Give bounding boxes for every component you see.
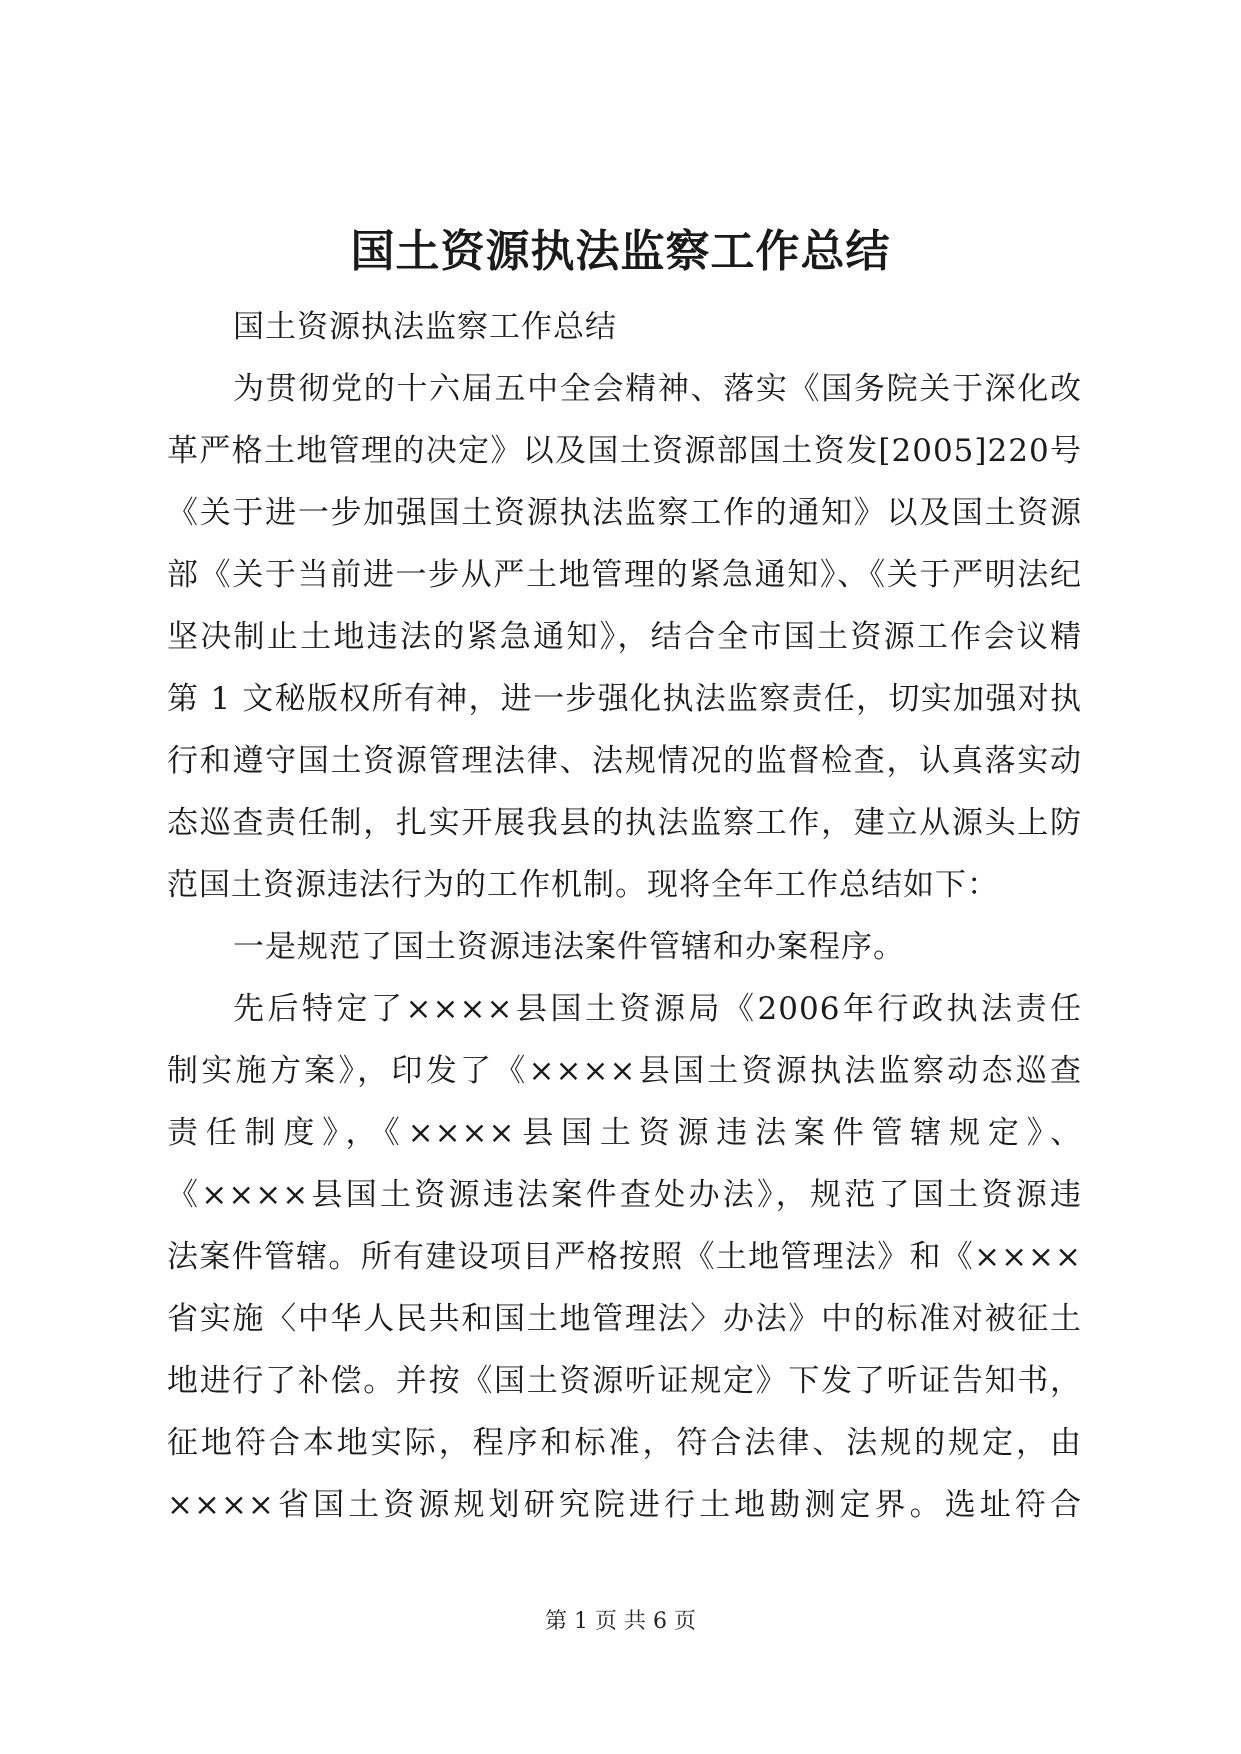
text-line: 制实施方案》，印发了《××××县国土资源执法监察动态巡查 (167, 1053, 1082, 1089)
text-line: 第 1 文秘版权所有神，进一步强化执法监察责任，切实加强对执 (167, 681, 1082, 717)
text-line: 先后特定了××××县国土资源局《2006年行政执法责任 (233, 991, 1082, 1027)
text-line: 国土资源执法监察工作总结 (233, 309, 617, 345)
document-title: 国土资源执法监察工作总结 (350, 226, 891, 277)
text-line: 一是规范了国土资源违法案件管辖和办案程序。 (233, 929, 905, 965)
document-body (167, 296, 1082, 1536)
text-line: 为贯彻党的十六届五中全会精神、落实《国务院关于深化改 (233, 371, 1082, 407)
text-line: 《××××县国土资源违法案件查处办法》，规范了国土资源违 (167, 1177, 1082, 1213)
page-number-footer: 第 1 页 共 6 页 (545, 1609, 696, 1634)
text-line: 法案件管辖。所有建设项目严格按照《土地管理法》和《×××× (167, 1239, 1082, 1275)
text-line: ××××省国土资源规划研究院进行土地勘测定界。选址符合 (167, 1487, 1082, 1523)
text-line: 征地符合本地实际，程序和标准，符合法律、法规的规定，由 (167, 1425, 1082, 1461)
text-line: 坚决制止土地违法的紧急通知》，结合全市国土资源工作会议精 (167, 619, 1082, 655)
text-line: 责任制度》，《××××县国土资源违法案件管辖规定》、 (167, 1115, 1082, 1151)
text-line: 《关于进一步加强国土资源执法监察工作的通知》以及国土资源 (167, 495, 1082, 531)
text-line: 范国土资源违法行为的工作机制。现将全年工作总结如下： (167, 867, 999, 903)
text-line: 行和遵守国土资源管理法律、法规情况的监督检查，认真落实动 (167, 743, 1082, 779)
text-line: 态巡查责任制，扎实开展我县的执法监察工作，建立从源头上防 (167, 805, 1082, 841)
text-line: 部《关于当前进一步从严土地管理的紧急通知》、《关于严明法纪 (167, 557, 1082, 593)
text-line: 革严格土地管理的决定》以及国土资源部国土资发[2005]220号 (167, 433, 1082, 469)
text-line: 地进行了补偿。并按《国土资源听证规定》下发了听证告知书， (167, 1363, 1082, 1399)
text-line: 省实施〈中华人民共和国土地管理法〉办法》中的标准对被征土 (167, 1301, 1082, 1337)
